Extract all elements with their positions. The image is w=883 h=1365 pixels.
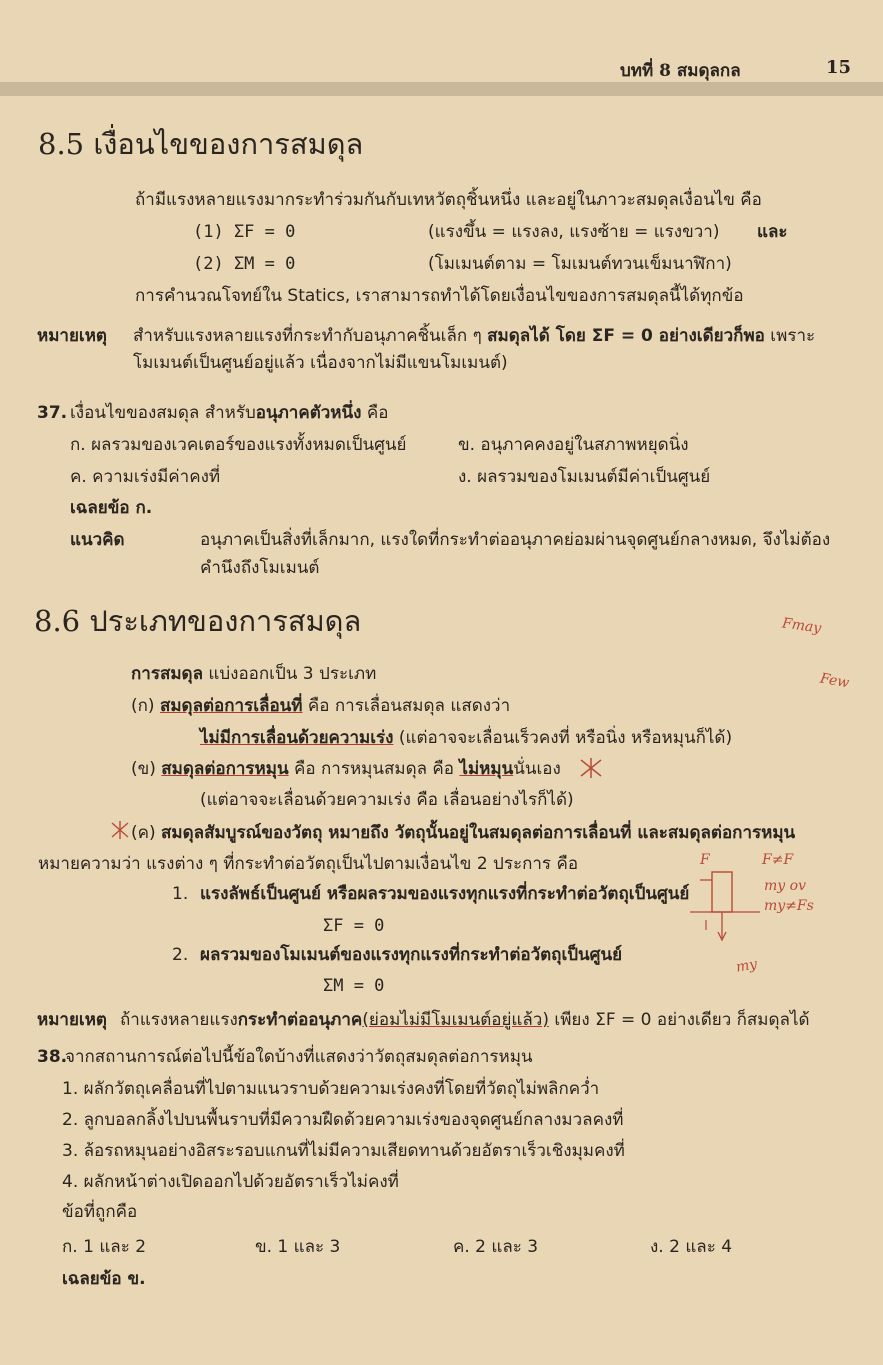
type-a-bold: สมดุลต่อการเลื่อนที่ [159,696,303,716]
condition-item-1: แรงลัพธ์เป็นศูนย์ หรือผลรวมของแรงทุกแรงที่กระทำต่อวัตถุเป็นศูนย์ [200,884,690,904]
type-b-label: (ข) [131,759,156,779]
type-b-bold: สมดุลต่อการหมุน [161,759,289,779]
remark-2-text-a: ถ้าแรงหลายแรง [120,1010,238,1030]
section-8-6-intro-rest: แบ่งออกเป็น 3 ประเภท [208,664,377,684]
question-38-option-b: ข. 1 และ 3 [255,1237,341,1257]
header-rule [0,82,883,96]
type-a-line-2-rest: (แต่อาจจะเลื่อนเร็วคงที่ หรือนิ่ง หรือหมุนก็ได้) [398,728,733,748]
question-37-stem-a: เงื่อนไขของสมดุล สำหรับ [70,403,256,423]
condition-2-equation: (2) ΣM = 0 [193,254,296,274]
handwritten-note-1: Fmay [781,615,823,637]
question-38-answer: เฉลยข้อ ข. [62,1269,146,1289]
type-a-line-2-bold: ไม่มีการเลื่อนด้วยความเร่ง [200,728,394,748]
type-c-label: (ค) [131,823,156,843]
question-37-option-d: ง. ผลรวมของโมเมนต์มีค่าเป็นศูนย์ [458,467,711,487]
condition-item-2-number: 2. [172,945,189,965]
type-b-bold-2: ไม่หมุน [459,759,514,779]
question-37-stem [70,402,388,424]
question-38-option-d: ง. 2 และ 4 [650,1237,733,1257]
question-38-number: 38. [37,1047,68,1067]
remark-line-2: โมเมนต์เป็นศูนย์อยู่แล้ว เนื่องจากไม่มีแขนโมเมนต์) [133,353,508,373]
type-a-line-2 [200,727,732,749]
remark-2-paren: (ย่อมไม่มีโมเมนต์อยู่แล้ว) [362,1010,549,1030]
type-b-line-2: (แต่อาจจะเลื่อนด้วยความเร่ง คือ เลื่อนอย่างไรก็ได้) [200,790,574,810]
question-38-statement-3: 3. ล้อรถหมุนอย่างอิสระรอบแกนที่ไม่มีความเสียดทานด้วยอัตราเร็วเชิงมุมคงที่ [62,1141,625,1161]
remark-2-line [120,1009,810,1031]
question-37-concept-line-1: อนุภาคเป็นสิ่งที่เล็กมาก, แรงใดที่กระทำต่ออนุภาคย่อมผ่านจุดศูนย์กลางหมด, จึงไม่ต้อง [200,530,831,550]
question-38-option-a: ก. 1 และ 2 [62,1237,147,1257]
question-37-option-c: ค. ความเร่งมีค่าคงที่ [70,467,221,487]
section-8-6-title: 8.6 ประเภทของการสมดุล [34,604,362,638]
question-37-stem-b: คือ [366,403,389,423]
question-38-statement-2: 2. ลูกบอลกลิ้งไปบนพื้นราบที่มีความฝืดด้วยความเร่งของจุดศูนย์กลางมวลคงที่ [62,1110,624,1130]
type-b-rest: คือ การหมุนสมดุล คือ [294,759,455,779]
handwritten-note-4: F≠F [762,852,794,868]
question-37-option-a: ก. ผลรวมของเวคเตอร์ของแรงทั้งหมดเป็นศูนย์ [70,435,407,455]
handwritten-force-sketch [690,860,770,960]
handwritten-note-5: my ov [764,878,806,894]
condition-item-2: ผลรวมของโมเมนต์ของแรงทุกแรงที่กระทำต่อวัตถุเป็นศูนย์ [200,945,623,965]
section-8-6-intro [131,663,376,685]
condition-2-note: (โมเมนต์ตาม = โมเมนต์ทวนเข็มนาฬิกา) [428,254,732,274]
type-c-line-1 [131,822,795,844]
question-37-concept-label: แนวคิด [70,530,125,550]
condition-item-1-number: 1. [172,884,189,904]
asterisk-mark-icon [578,756,604,780]
question-38-statement-4: 4. ผลักหน้าต่างเปิดออกไปด้วยอัตราเร็วไม่คงที่ [62,1172,399,1192]
remark-2-bold: กระทำต่ออนุภาค [237,1010,363,1030]
handwritten-note-7: my [734,956,759,976]
handwritten-note-3: F [700,852,710,868]
question-37-answer: เฉลยข้อ ก. [70,498,153,518]
question-37-stem-bold: อนุภาคตัวหนึ่ง [255,403,362,423]
condition-1-and: และ [757,222,788,242]
remark-2-label: หมายเหตุ [37,1010,107,1030]
question-38-option-c: ค. 2 และ 3 [453,1237,539,1257]
question-37-option-b: ข. อนุภาคคงอยู่ในสภาพหยุดนิ่ง [458,435,689,455]
type-a-rest: คือ การเลื่อนสมดุล แสดงว่า [307,696,511,716]
type-a-label: (ก) [131,696,155,716]
remark-text-bold: สมดุลได้ โดย ΣF = 0 อย่างเดียวก็พอ [487,326,765,346]
question-38-stem: จากสถานการณ์ต่อไปนี้ข้อใดบ้างที่แสดงว่าวัตถุสมดุลต่อการหมุน [65,1047,533,1067]
chapter-title: บทที่ 8 สมดุลกล [620,61,741,81]
remark-label: หมายเหตุ [37,326,107,346]
section-8-5-title: 8.5 เงื่อนไขของการสมดุล [38,127,364,161]
condition-1-note: (แรงขึ้น = แรงลง, แรงซ้าย = แรงขวา) [428,222,720,242]
type-c-bold: สมดุลสัมบูรณ์ของวัตถุ หมายถึง วัตถุนั้นอยู่ในสมดุลต่อการเลื่อนที่ และสมดุลต่อการหมุน [161,823,796,843]
question-38-statement-1: 1. ผลักวัตถุเคลื่อนที่ไปตามแนวราบด้วยความเร่งคงที่โดยที่วัตถุไม่พลิกคว่ำ [62,1079,600,1099]
section-8-5-intro: ถ้ามีแรงหลายแรงมากระทำร่วมกันกับเทหวัตถุชิ้นหนึ่ง และอยู่ในภาวะสมดุลเงื่อนไข คือ [135,190,762,210]
remark-text-b: เพราะ [770,326,816,346]
question-37-number: 37. [37,403,68,423]
section-8-6-intro-bold: การสมดุล [131,664,204,684]
equation-sum-moment: ΣM = 0 [323,976,385,996]
equation-sum-force: ΣF = 0 [323,916,385,936]
page-number: 15 [826,57,852,78]
handwritten-note-6: my≠Fs [764,898,814,914]
remark-line-1 [133,325,815,347]
asterisk-mark-icon-2 [110,819,130,841]
remark-text-a: สำหรับแรงหลายแรงที่กระทำกับอนุภาคชิ้นเล็ก ๆ [133,326,482,346]
type-c-line-2: หมายความว่า แรงต่าง ๆ ที่กระทำต่อวัตถุเป็นไปตามเงื่อนไข 2 ประการ คือ [38,854,579,874]
statics-note: การคำนวณโจทย์ใน Statics, เราสามารถทำได้โดยเงื่อนไขของการสมดุลนี้ได้ทุกข้อ [135,286,744,306]
remark-2-text-b: เพียง ΣF = 0 อย่างเดียว ก็สมดุลได้ [554,1010,810,1030]
question-38-prompt: ข้อที่ถูกคือ [62,1202,138,1222]
question-37-concept-line-2: คำนึงถึงโมเมนต์ [200,558,320,578]
handwritten-note-2: Few [818,670,851,692]
type-b-line-1 [131,758,561,780]
type-b-rest-2: นั่นเอง [513,759,561,779]
type-a-line-1 [131,695,510,717]
condition-1-equation: (1) ΣF = 0 [193,222,296,242]
